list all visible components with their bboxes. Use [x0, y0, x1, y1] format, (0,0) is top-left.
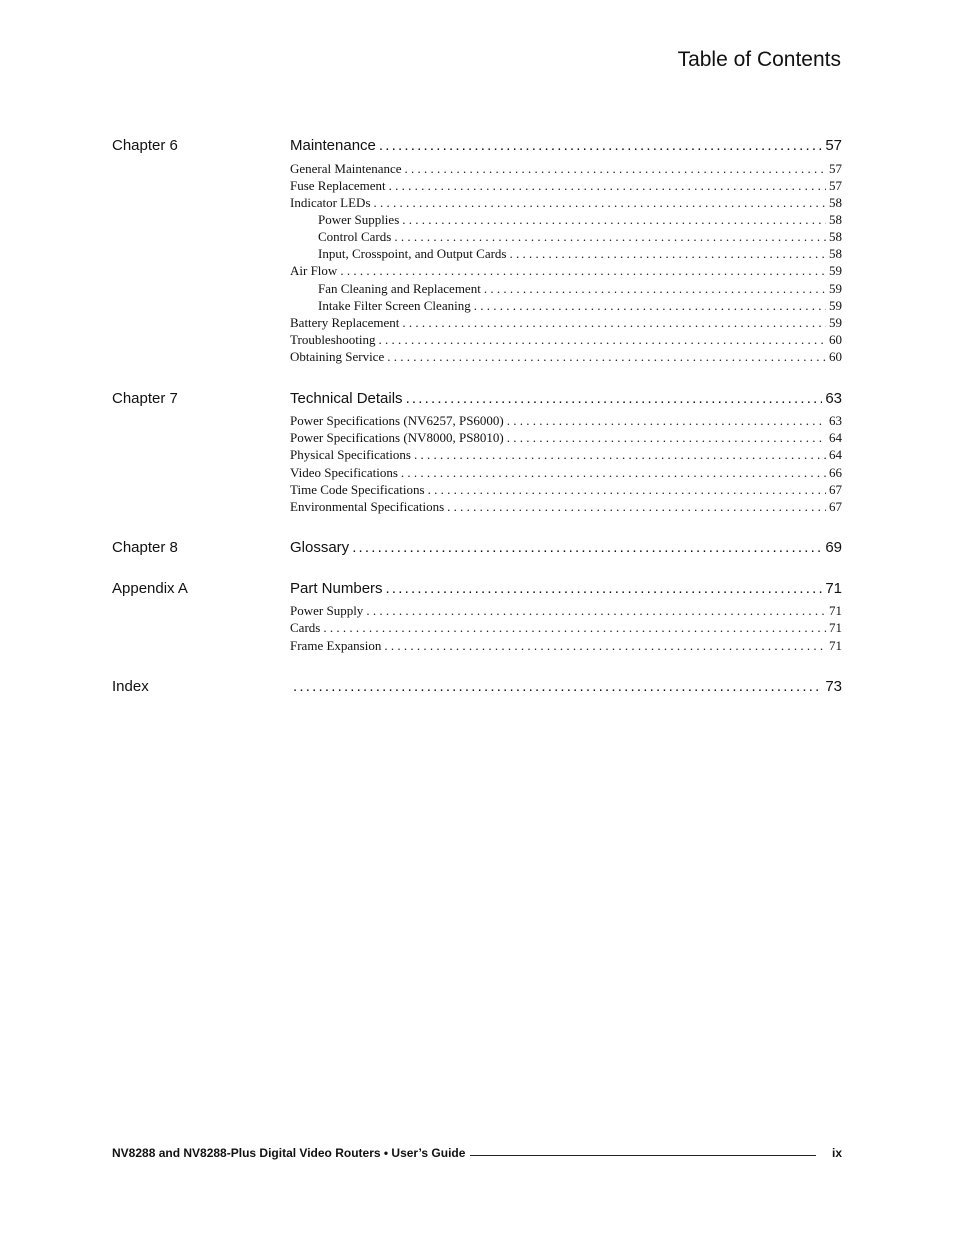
- dot-leader: [378, 332, 826, 348]
- dot-leader: [386, 580, 823, 597]
- toc-section-entry[interactable]: [290, 482, 842, 498]
- toc-section-entry[interactable]: [290, 603, 842, 619]
- toc-chapter-entry[interactable]: [290, 580, 842, 597]
- dot-leader: [474, 298, 826, 314]
- dot-leader: [374, 195, 826, 211]
- page-number: 60: [829, 349, 842, 364]
- toc-subsection-entry[interactable]: [318, 212, 842, 228]
- section-title: Video Specifications: [290, 465, 398, 480]
- page-number: 58: [829, 246, 842, 261]
- chapter-title: Part Numbers: [290, 580, 383, 597]
- page-number: 63: [825, 390, 842, 407]
- page-number: 59: [829, 298, 842, 313]
- page-number: 59: [829, 315, 842, 330]
- toc-index-entry[interactable]: [290, 678, 842, 695]
- section-title: Battery Replacement: [290, 315, 400, 330]
- page-number: 71: [829, 603, 842, 618]
- section-title: Time Code Specifications: [290, 482, 425, 497]
- page-number: 58: [829, 229, 842, 244]
- page-number: 73: [825, 678, 842, 695]
- toc-section-entry[interactable]: [290, 499, 842, 515]
- dot-leader: [323, 620, 826, 636]
- section-title: Fuse Replacement: [290, 178, 386, 193]
- dot-leader: [352, 539, 822, 556]
- dot-leader: [428, 482, 826, 498]
- footer-rule: [470, 1155, 816, 1156]
- toc-subsection-entry[interactable]: [318, 229, 842, 245]
- index-label: Index: [112, 678, 149, 695]
- page-number: 71: [829, 638, 842, 653]
- page-number: 60: [829, 332, 842, 347]
- page-footer: [112, 1146, 842, 1160]
- subsection-title: Power Supplies: [318, 212, 400, 227]
- chapter-label: Chapter 7: [112, 390, 178, 407]
- subsection-title: Input, Crosspoint, and Output Cards: [318, 246, 507, 261]
- toc-section-entry[interactable]: [290, 349, 842, 365]
- toc-chapter-entry[interactable]: [290, 390, 842, 407]
- toc-section-entry[interactable]: [290, 195, 842, 211]
- section-title: Physical Specifications: [290, 447, 411, 462]
- appendix-label: Appendix A: [112, 580, 188, 597]
- toc-chapter-entry[interactable]: [290, 137, 842, 154]
- toc-section-entry[interactable]: [290, 638, 842, 654]
- dot-leader: [340, 263, 826, 279]
- page-number: 57: [825, 137, 842, 154]
- section-title: Power Supply: [290, 603, 364, 618]
- chapter-title: Glossary: [290, 539, 350, 556]
- section-title: Indicator LEDs: [290, 195, 371, 210]
- page-number: 63: [829, 413, 842, 428]
- toc-section-entry[interactable]: [290, 161, 842, 177]
- dot-leader: [484, 281, 826, 297]
- dot-leader: [402, 315, 826, 331]
- dot-leader: [384, 638, 826, 654]
- toc-section-entry[interactable]: [290, 447, 842, 463]
- chapter-title: Maintenance: [290, 137, 376, 154]
- page-number: 58: [829, 195, 842, 210]
- page-number: 71: [825, 580, 842, 597]
- toc-section-entry[interactable]: [290, 413, 842, 429]
- dot-leader: [387, 349, 826, 365]
- section-title: Environmental Specifications: [290, 499, 445, 514]
- section-title: Cards: [290, 620, 321, 635]
- section-title: Troubleshooting: [290, 332, 376, 347]
- page-number: 64: [829, 430, 842, 445]
- chapter-title: Technical Details: [290, 390, 403, 407]
- page-number: 59: [829, 263, 842, 278]
- footer-doc-title: NV8288 and NV8288-Plus Digital Video Routers • User’s Guide: [112, 1146, 466, 1160]
- dot-leader: [405, 161, 826, 177]
- subsection-title: Fan Cleaning and Replacement: [318, 281, 481, 296]
- page-number: 57: [829, 161, 842, 176]
- toc-subsection-entry[interactable]: [318, 298, 842, 314]
- page-header-title: Table of Contents: [677, 48, 841, 71]
- section-title: Power Specifications (NV8000, PS8010): [290, 430, 504, 445]
- page-number: 69: [825, 539, 842, 556]
- toc-subsection-entry[interactable]: [318, 281, 842, 297]
- dot-leader: [507, 413, 826, 429]
- dot-leader: [510, 246, 827, 262]
- dot-leader: [406, 390, 823, 407]
- section-title: Power Specifications (NV6257, PS6000): [290, 413, 504, 428]
- section-title: Frame Expansion: [290, 638, 382, 653]
- toc-chapter-entry[interactable]: [290, 539, 842, 556]
- dot-leader: [379, 137, 822, 154]
- toc-section-entry[interactable]: [290, 430, 842, 446]
- page-number: 64: [829, 447, 842, 462]
- toc-section-entry[interactable]: [290, 263, 842, 279]
- dot-leader: [447, 499, 826, 515]
- toc-section-entry[interactable]: [290, 620, 842, 636]
- toc-section-entry[interactable]: [290, 315, 842, 331]
- section-title: Air Flow: [290, 263, 338, 278]
- page-number: 66: [829, 465, 842, 480]
- dot-leader: [366, 603, 826, 619]
- dot-leader: [389, 178, 826, 194]
- page-number: 58: [829, 212, 842, 227]
- toc-section-entry[interactable]: [290, 178, 842, 194]
- dot-leader: [293, 678, 822, 695]
- subsection-title: Intake Filter Screen Cleaning: [318, 298, 471, 313]
- dot-leader: [394, 229, 826, 245]
- chapter-label: Chapter 6: [112, 137, 178, 154]
- dot-leader: [401, 465, 826, 481]
- dot-leader: [414, 447, 826, 463]
- footer-page-number: ix: [831, 1146, 842, 1160]
- toc-section-entry[interactable]: [290, 465, 842, 481]
- chapter-label: Chapter 8: [112, 539, 178, 556]
- toc-section-entry[interactable]: [290, 332, 842, 348]
- subsection-title: Control Cards: [318, 229, 392, 244]
- page-number: 67: [829, 482, 842, 497]
- section-title: Obtaining Service: [290, 349, 385, 364]
- page-number: 57: [829, 178, 842, 193]
- page-number: 71: [829, 620, 842, 635]
- page-number: 67: [829, 499, 842, 514]
- dot-leader: [507, 430, 826, 446]
- page-number: 59: [829, 281, 842, 296]
- dot-leader: [402, 212, 826, 228]
- toc-subsection-entry[interactable]: [318, 246, 842, 262]
- section-title: General Maintenance: [290, 161, 402, 176]
